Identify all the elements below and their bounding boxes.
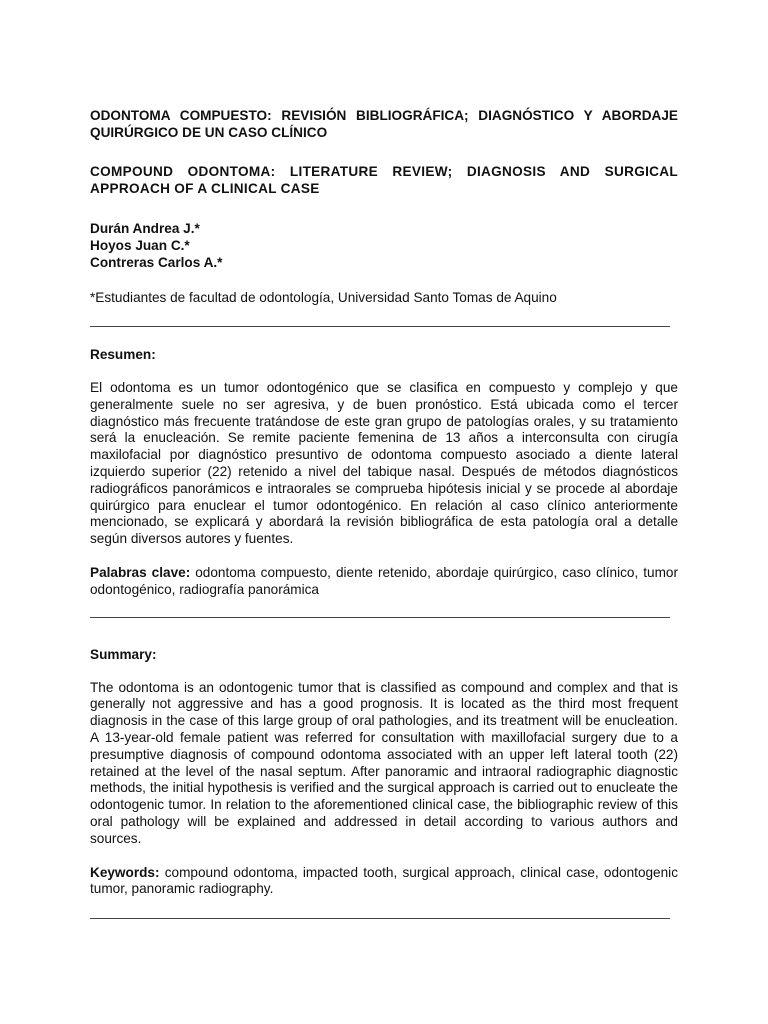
- section-divider: [90, 617, 670, 618]
- keywords-text: compound odontoma, impacted tooth, surgical approach, clinical case, odontogenic tumor, panoramic radiography.: [90, 864, 678, 897]
- author-list: [90, 220, 678, 271]
- keywords-label: Keywords:: [90, 864, 160, 880]
- paper-page: [90, 107, 678, 919]
- title-english: COMPOUND ODONTOMA: LITERATURE REVIEW; DIAGNOSIS AND SURGICAL APPROACH OF A CLINICAL CASE: [90, 164, 678, 196]
- author-affiliation: *Estudiantes de facultad de odontología, Universidad Santo Tomas de Aquino: [90, 290, 557, 305]
- author-name: Contreras Carlos A.*: [90, 255, 223, 270]
- section-divider: [90, 918, 670, 919]
- section-divider: [90, 326, 670, 327]
- author-name: Hoyos Juan C.*: [90, 238, 190, 253]
- palabras-clave-label: Palabras clave:: [90, 564, 191, 580]
- title-spanish: ODONTOMA COMPUESTO: REVISIÓN BIBLIOGRÁFICA; DIAGNÓSTICO Y ABORDAJE QUIRÚRGICO DE UN CASO CLÍNICO: [90, 108, 678, 140]
- palabras-clave: [90, 565, 678, 599]
- palabras-clave-text: odontoma compuesto, diente retenido, abordaje quirúrgico, caso clínico, tumor odontogénico, radiografía panorámica: [90, 564, 678, 597]
- resumen-heading: Resumen:: [90, 347, 156, 362]
- summary-heading: Summary:: [90, 646, 157, 662]
- keywords: [90, 865, 678, 899]
- resumen-text: El odontoma es un tumor odontogénico que se clasifica en compuesto y complejo y que generalmente suele no ser agresiva, y de buen pronóstico. Está ubicada como el tercer diagnóstico más frecuente tratándose de este gran grupo de patologías orales, y su tratamiento será la enucleación. Se remite paciente femenina de 13 años a interconsulta con cirugía maxilofacial por diagnóstico presuntivo de odontoma compuesto asociado a diente lateral izquierdo superior (22) retenido a nivel del tabique nasal. Después de métodos diagnósticos radiográficos panorámicos e intraorales se comprueba hipótesis inicial y se procede al abordaje quirúrgico para enuclear el tumor odontogénico. En relación al caso clínico anteriormente mencionado, se explicará y abordará la revisión bibliográfica de esta patología oral a detalle según diversos autores y fuentes.: [90, 380, 678, 547]
- summary-text: The odontoma is an odontogenic tumor that is classified as compound and complex and that is generally not aggressive and has a good prognosis. It is located as the third most frequent diagnosis in the case of this large group of oral pathologies, and its treatment will be enucleation. A 13-year-old female patient was referred for consultation with maxillofacial surgery due to a presumptive diagnosis of compound odontoma associated with an upper left lateral tooth (22) retained at the level of the nasal septum. After panoramic and intraoral radiographic diagnostic methods, the initial hypothesis is verified and the surgical approach is carried out to enucleate the odontogenic tumor. In relation to the aforementioned clinical case, the bibliographic review of this oral pathology will be explained and addressed in detail according to various authors and sources.: [90, 679, 678, 846]
- author-name: Durán Andrea J.*: [90, 221, 200, 236]
